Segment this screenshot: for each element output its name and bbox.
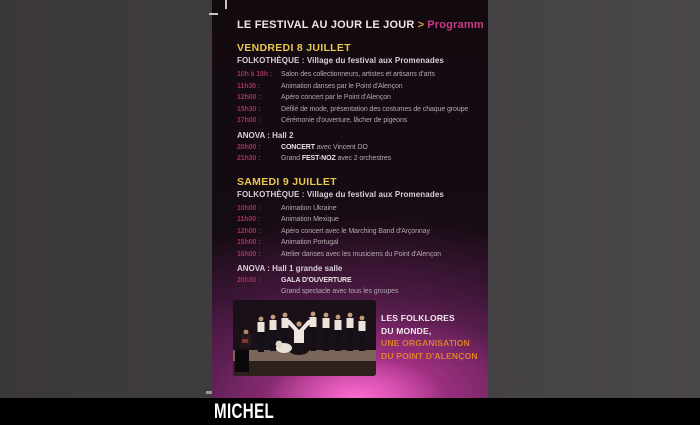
promo-caption <box>381 312 478 362</box>
schedule-list <box>237 277 488 297</box>
event-time: 17h00 : <box>237 117 261 124</box>
bottom-bar <box>0 398 700 425</box>
event-description: Défilé de mode, présentation des costumes de chaque groupe <box>281 105 469 113</box>
event-description: Cérémonie d'ouverture, lâcher de pigeons <box>281 117 408 124</box>
event-time: 15h30 : <box>237 105 261 113</box>
day-section-vendredi <box>237 42 488 164</box>
event-time: 15h00 : <box>237 239 261 246</box>
schedule-list <box>237 205 488 260</box>
schedule-row <box>237 106 488 115</box>
schedule-row <box>237 117 488 126</box>
schedule-row <box>237 144 488 153</box>
schedule-row <box>237 71 488 80</box>
event-description: Salon des collectionneurs, artistes et artisans d'arts <box>281 71 435 78</box>
schedule-row <box>237 83 488 92</box>
event-time: 11h30 : <box>237 82 261 90</box>
scan-artifact <box>209 13 218 15</box>
event-description: GALA D'OUVERTURE Grand spectacle avec tous les groupes <box>281 277 488 297</box>
event-time: 11h00 : <box>237 216 261 223</box>
promo-line: LES FOLKLORES <box>381 313 455 323</box>
program-header-title: LE FESTIVAL AU JOUR LE JOUR <box>237 19 415 31</box>
schedule-row <box>237 216 488 225</box>
event-time: 16h00 : <box>237 250 261 258</box>
program-header <box>237 19 488 31</box>
day-title: VENDREDI 8 JUILLET <box>237 42 351 54</box>
event-time: 12h00 : <box>237 227 261 235</box>
venue-label: FOLKOTHÈQUE : Village du festival aux Promenades <box>237 189 444 199</box>
venue-label: FOLKOTHÈQUE : Village du festival aux Promenades <box>237 56 444 65</box>
venue-label: ANOVA : Hall 1 grande salle <box>237 264 343 273</box>
event-time: 20h30 : <box>237 277 261 284</box>
event-subdescription: Grand spectacle avec tous les groupes <box>281 288 399 295</box>
program-header-highlight: Programm <box>427 19 484 31</box>
event-description: Animation Portugal <box>281 239 339 246</box>
event-time: 21h30 : <box>237 155 261 162</box>
event-description: Apéro concert par le Point d'Alençon <box>281 94 391 101</box>
event-time: 20h00 : <box>237 143 261 151</box>
bottom-bar-caption: MICHEL <box>214 400 275 423</box>
stage-group-photo <box>233 300 376 376</box>
event-description: Atelier danses avec les musiciens du Point d'Alençon <box>281 250 441 258</box>
event-description: Animation Ukraine <box>281 204 337 212</box>
schedule-row <box>237 94 488 103</box>
scan-artifact <box>225 0 227 9</box>
promo-line: DU POINT D'ALENÇON <box>381 350 478 361</box>
day-section-samedi <box>237 176 488 297</box>
event-description: Animation danses par le Point d'Alençon <box>281 82 403 90</box>
schedule-row <box>237 239 488 248</box>
schedule-row <box>237 155 488 164</box>
schedule-row <box>237 205 488 214</box>
schedule-list <box>237 144 488 164</box>
promo-line: UNE ORGANISATION <box>381 338 470 348</box>
event-description: Apéro concert avec le Marching Band d'Arçonnay <box>281 227 430 235</box>
event-time: 10h00 : <box>237 204 261 212</box>
event-description: CONCERT avec Vincent DO <box>281 143 368 151</box>
event-time: 10h à 18h : <box>237 71 273 78</box>
event-time: 12h00 : <box>237 94 261 101</box>
day-title: SAMEDI 9 JUILLET <box>237 175 337 188</box>
venue-label: ANOVA : Hall 2 <box>237 130 294 140</box>
schedule-row <box>237 277 488 297</box>
promo-line: DU MONDE, <box>381 325 432 336</box>
event-description: Grand FEST-NOZ avec 2 orchestres <box>281 155 392 162</box>
scan-artifact <box>206 391 212 394</box>
schedule-row <box>237 251 488 260</box>
schedule-list <box>237 71 488 126</box>
festival-program-flyer <box>212 0 488 398</box>
chevron-right-icon: > <box>417 19 425 31</box>
event-description: Animation Mexique <box>281 216 339 223</box>
schedule-row <box>237 228 488 237</box>
